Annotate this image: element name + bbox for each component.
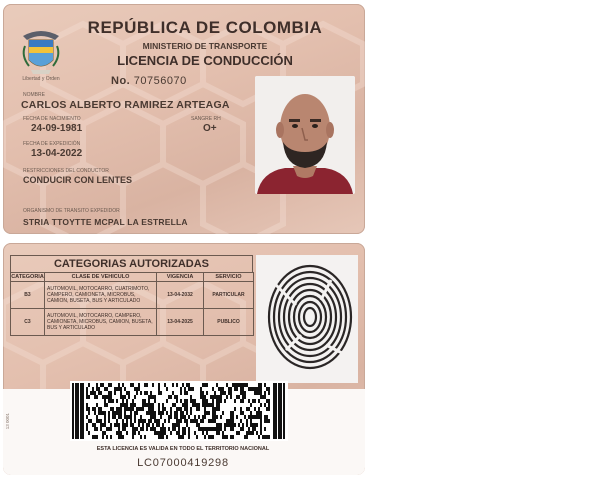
license-front	[3, 4, 365, 234]
holder-name: CARLOS ALBERTO RAMIREZ ARTEAGA	[21, 99, 230, 111]
validity-date: 13-04-2032	[157, 282, 204, 309]
column-header-category: CATEGORIA	[11, 274, 44, 280]
vehicle-class: AUTOMOVIL, MOTOCARRO, CAMPERO, CAMIONETA, MICROBUS, CAMION, BUSETA, BUS Y ARTICULADO	[45, 309, 157, 336]
category-code: C3	[11, 309, 45, 336]
service-type: PUBLICO	[204, 309, 254, 336]
license-back	[3, 243, 365, 475]
issue-date-label: FECHA DE EXPEDICIÓN	[23, 141, 81, 147]
name-label: NOMBRE	[23, 92, 45, 98]
category-code: B3	[11, 282, 45, 309]
restrictions-value: CONDUCIR CON LENTES	[23, 175, 133, 185]
service-type: PARTICULAR	[204, 282, 254, 309]
issuing-authority: STRIA TTOYTTE MCPAL LA ESTRELLA	[23, 217, 188, 227]
table-row	[11, 309, 254, 336]
fingerprint	[256, 255, 358, 383]
pdf417-barcode	[70, 381, 288, 441]
holder-photo	[255, 76, 355, 194]
license-number-label: No.	[111, 75, 131, 87]
vehicle-class: AUTOMOVIL, MOTOCARRO, CUATRIMOTO, CAMPERO, CAMIONETA, MICROBUS, CAMION, BUSETA, BUS Y ARTICULADO	[45, 282, 157, 309]
country-title: REPÚBLICA DE COLOMBIA	[87, 18, 323, 37]
validity-note: ESTA LICENCIA ES VALIDA EN TODO EL TERRITORIO NACIONAL	[96, 446, 270, 452]
ministry-subtitle: MINISTERIO DE TRANSPORTE	[142, 41, 268, 51]
authority-label: ORGANISMO DE TRANSITO EXPEDIDOR	[23, 208, 120, 214]
document-title: LICENCIA DE CONDUCCIÓN	[117, 53, 293, 68]
categories-title: CATEGORIAS AUTORIZADAS	[10, 255, 253, 272]
restrictions-label: RESTRICCIONES DEL CONDUCTOR	[23, 168, 109, 174]
colombia-coat-of-arms-icon	[19, 26, 63, 80]
birth-date-label: FECHA DE NACIMIENTO	[23, 116, 81, 122]
side-code: 13 0001	[5, 413, 10, 430]
column-header-validity: VIGENCIA	[157, 273, 204, 282]
serial-number: LC07000419298	[137, 457, 229, 469]
license-number-value: 70756070	[133, 75, 187, 87]
seal-caption: Libertad y Orden	[22, 76, 60, 82]
license-number	[111, 75, 187, 87]
authorized-categories-table	[10, 255, 253, 336]
validity-date: 13-04-2025	[157, 309, 204, 336]
blood-type-label: SANGRE RH	[191, 116, 221, 122]
birth-date: 24-09-1981	[31, 123, 83, 134]
issue-date: 13-04-2022	[31, 148, 83, 159]
holder-portrait-image	[255, 76, 355, 194]
fingerprint-icon	[256, 255, 358, 383]
blood-type: O+	[203, 123, 217, 134]
table-row	[11, 282, 254, 309]
barcode-icon	[70, 381, 288, 441]
column-header-service: SERVICIO	[204, 273, 254, 282]
column-header-vehicle-class: CLASE DE VEHICULO	[45, 273, 157, 282]
